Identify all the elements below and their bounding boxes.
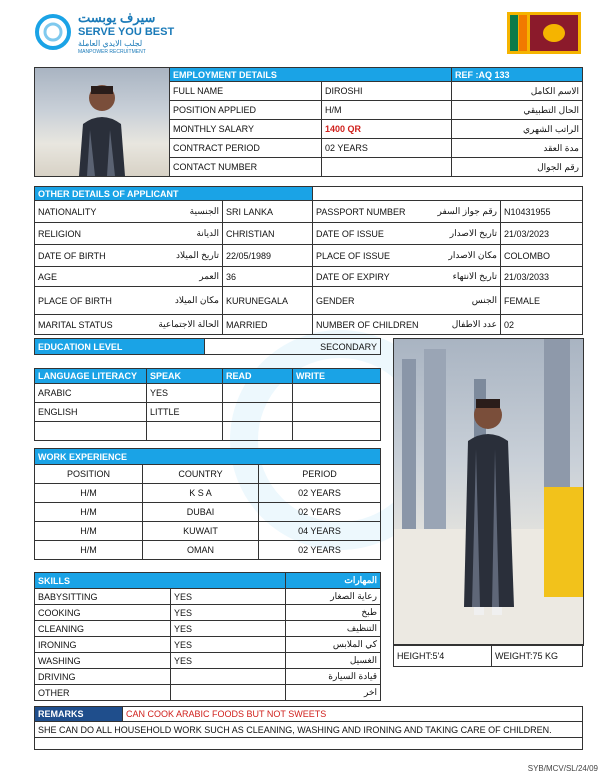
skill-name: IRONING	[35, 637, 171, 653]
person-figure-icon	[394, 339, 583, 645]
person-figure-icon	[35, 68, 169, 176]
table-row	[170, 101, 583, 120]
applicant-photo-small	[34, 67, 170, 177]
read-value	[223, 384, 293, 403]
field-arabic: مدة العقد	[452, 139, 583, 158]
table-row	[35, 403, 381, 422]
table-row	[170, 82, 583, 101]
employment-header: EMPLOYMENT DETAILS	[170, 68, 452, 82]
skill-arabic: كي الملابس	[286, 637, 381, 653]
table-row	[35, 637, 381, 653]
skill-name: CLEANING	[35, 621, 171, 637]
field-value: SRI LANKA	[223, 201, 313, 223]
country-value: OMAN	[143, 541, 259, 560]
education-table	[34, 338, 381, 355]
skill-arabic: الغسيل	[286, 653, 381, 669]
write-value	[293, 403, 381, 422]
field-label: POSITION APPLIED	[170, 101, 322, 120]
field-label: DATE OF ISSUE	[316, 228, 384, 239]
period-value: 02 YEARS	[259, 503, 381, 522]
salary-value: 1400 QR	[322, 120, 452, 139]
speak-header: SPEAK	[147, 369, 223, 384]
write-value	[293, 384, 381, 403]
table-row	[35, 653, 381, 669]
remarks-table	[34, 706, 583, 750]
language-name	[35, 422, 147, 441]
field-label: CONTACT NUMBER	[170, 158, 322, 177]
period-value: 02 YEARS	[259, 541, 381, 560]
position-value: H/M	[35, 484, 143, 503]
skill-arabic: رعاية الصغار	[286, 589, 381, 605]
field-label: DATE OF BIRTH	[38, 250, 106, 261]
speak-value: LITTLE	[147, 403, 223, 422]
skill-arabic: اخر	[286, 685, 381, 701]
speak-value	[147, 422, 223, 441]
field-value: 02	[501, 315, 583, 335]
field-arabic: مكان الميلاد	[174, 295, 219, 305]
field-value: H/M	[322, 101, 452, 120]
period-value: 04 YEARS	[259, 522, 381, 541]
position-value: H/M	[35, 503, 143, 522]
read-value	[223, 403, 293, 422]
table-row	[35, 669, 381, 685]
skill-value: YES	[171, 637, 286, 653]
field-label: NATIONALITY	[38, 206, 97, 217]
skill-value: YES	[171, 653, 286, 669]
field-arabic: تاريخ الاصدار	[449, 228, 497, 238]
logo-emblem-icon	[34, 12, 72, 52]
field-label: AGE	[38, 271, 58, 282]
table-row	[35, 522, 381, 541]
period-column: PERIOD	[259, 465, 381, 484]
table-row	[35, 201, 583, 223]
education-value: SECONDARY	[205, 339, 381, 355]
remarks-text: SHE CAN DO ALL HOUSEHOLD WORK SUCH AS CLEANING, WASHING AND IRONING AND TAKING CARE OF CHILDREN.	[35, 722, 583, 738]
language-header: LANGUAGE LITERACY	[35, 369, 147, 384]
weight-value: WEIGHT:75 KG	[492, 645, 583, 667]
field-value	[322, 158, 452, 177]
skill-value: YES	[171, 621, 286, 637]
skills-table	[34, 572, 381, 701]
country-value: KUWAIT	[143, 522, 259, 541]
field-arabic: مكان الاصدار	[448, 250, 497, 260]
field-value: FEMALE	[501, 287, 583, 315]
speak-value: YES	[147, 384, 223, 403]
position-value: H/M	[35, 522, 143, 541]
table-row	[35, 287, 583, 315]
field-arabic: تاريخ الميلاد	[176, 250, 219, 260]
work-experience-table	[34, 448, 381, 560]
field-value: CHRISTIAN	[223, 223, 313, 245]
table-row	[35, 541, 381, 560]
field-value: COLOMBO	[501, 245, 583, 267]
field-value: N10431955	[501, 201, 583, 223]
document-code: SYB/MCV/SL/24/09	[527, 764, 598, 773]
measurements-table	[393, 644, 583, 667]
table-row	[35, 484, 381, 503]
skill-name: DRIVING	[35, 669, 171, 685]
table-row	[35, 315, 583, 335]
table-row	[170, 158, 583, 177]
field-label: DATE OF EXPIRY	[316, 271, 390, 282]
table-row	[35, 589, 381, 605]
skill-arabic: طبخ	[286, 605, 381, 621]
write-value	[293, 422, 381, 441]
field-arabic: الديانة	[196, 228, 219, 238]
flag-icon	[507, 12, 581, 54]
field-arabic: العمر	[199, 271, 219, 281]
other-details-header: OTHER DETAILS OF APPLICANT	[35, 187, 313, 201]
field-arabic: الحال التطبيقي	[452, 101, 583, 120]
field-value: 21/03/2023	[501, 223, 583, 245]
remarks-label: REMARKS	[35, 707, 123, 722]
skill-name: COOKING	[35, 605, 171, 621]
skills-header-arabic: المهارات	[286, 573, 381, 589]
company-logo	[34, 10, 204, 58]
country-column: COUNTRY	[143, 465, 259, 484]
field-value: 02 YEARS	[322, 139, 452, 158]
field-value: 36	[223, 267, 313, 287]
read-header: READ	[223, 369, 293, 384]
other-details-header-blank	[313, 187, 583, 201]
education-label: EDUCATION LEVEL	[35, 339, 205, 355]
field-arabic: الاسم الكامل	[452, 82, 583, 101]
field-arabic: الجنسية	[189, 206, 219, 216]
skill-value: YES	[171, 589, 286, 605]
logo-arabic-name: سيرف يوبست	[78, 10, 156, 25]
table-row	[35, 605, 381, 621]
field-label: RELIGION	[38, 228, 82, 239]
skill-name: OTHER	[35, 685, 171, 701]
field-arabic: رقم جواز السفر	[437, 206, 497, 216]
field-label: PLACE OF BIRTH	[38, 295, 112, 306]
position-column: POSITION	[35, 465, 143, 484]
other-details-table	[34, 186, 583, 335]
period-value: 02 YEARS	[259, 484, 381, 503]
field-value: MARRIED	[223, 315, 313, 335]
skill-value	[171, 669, 286, 685]
work-experience-header: WORK EXPERIENCE	[35, 449, 381, 465]
skill-name: BABYSITTING	[35, 589, 171, 605]
field-arabic: الراتب الشهري	[452, 120, 583, 139]
skill-name: WASHING	[35, 653, 171, 669]
applicant-photo-large	[393, 338, 584, 646]
table-row	[35, 503, 381, 522]
ref-number: REF :AQ 133	[452, 68, 583, 82]
logo-name: SERVE YOU BEST	[78, 26, 175, 38]
field-label: PLACE OF ISSUE	[316, 250, 391, 261]
position-value: H/M	[35, 541, 143, 560]
language-name: ENGLISH	[35, 403, 147, 422]
field-value: DIROSHI	[322, 82, 452, 101]
skill-value: YES	[171, 605, 286, 621]
field-label: GENDER	[316, 295, 355, 306]
field-label: PASSPORT NUMBER	[316, 206, 406, 217]
table-row	[170, 139, 583, 158]
field-arabic: تاريخ الانتهاء	[452, 271, 497, 281]
field-label: NUMBER OF CHILDREN	[316, 319, 419, 330]
remarks-blank	[35, 738, 583, 750]
logo-sub: MANPOWER RECRUITMENT	[78, 49, 146, 55]
field-value: 22/05/1989	[223, 245, 313, 267]
country-value: K S A	[143, 484, 259, 503]
table-row	[35, 422, 381, 441]
field-label: MONTHLY SALARY	[170, 120, 322, 139]
field-label: CONTRACT PERIOD	[170, 139, 322, 158]
language-table	[34, 368, 381, 441]
table-row	[35, 223, 583, 245]
table-row	[35, 685, 381, 701]
field-arabic: عدد الاطفال	[451, 319, 497, 329]
field-value: KURUNEGALA	[223, 287, 313, 315]
skill-value	[171, 685, 286, 701]
language-name: ARABIC	[35, 384, 147, 403]
table-row	[170, 120, 583, 139]
employment-table	[169, 67, 583, 177]
skill-arabic: قيادة السيارة	[286, 669, 381, 685]
logo-arabic-sub: لجلب الايدي العاملة	[78, 39, 143, 48]
skills-header: SKILLS	[35, 573, 286, 589]
height-value: HEIGHT:5'4	[394, 645, 492, 667]
table-row	[35, 245, 583, 267]
read-value	[223, 422, 293, 441]
field-label: FULL NAME	[170, 82, 322, 101]
table-row	[35, 621, 381, 637]
table-row	[35, 384, 381, 403]
country-value: DUBAI	[143, 503, 259, 522]
remarks-note: CAN COOK ARABIC FOODS BUT NOT SWEETS	[123, 707, 583, 722]
field-value: 21/03/2033	[501, 267, 583, 287]
field-arabic: الحالة الاجتماعية	[158, 319, 219, 329]
field-arabic: الجنس	[471, 295, 497, 305]
table-row	[35, 267, 583, 287]
field-arabic: رقم الجوال	[452, 158, 583, 177]
field-label: MARITAL STATUS	[38, 319, 113, 330]
skill-arabic: التنظيف	[286, 621, 381, 637]
write-header: WRITE	[293, 369, 381, 384]
